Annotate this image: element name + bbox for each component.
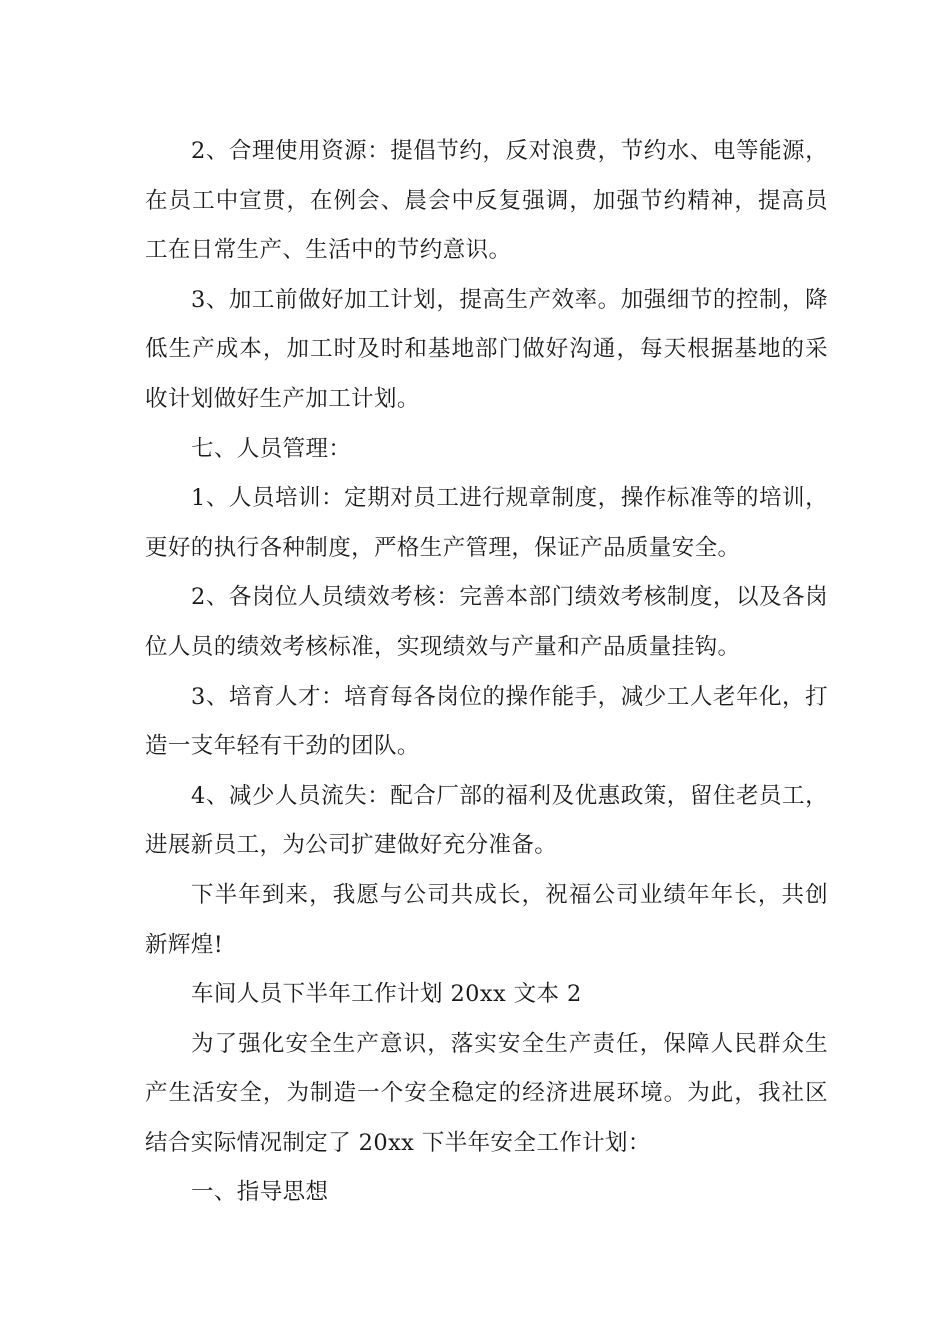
paragraph-reduce-turnover: 4、减少人员流失：配合厂部的福利及优惠政策，留住老员工，进展新员工，为公司扩建做好充分准备。	[145, 782, 828, 859]
section-heading-guiding-ideology: 一、指导思想	[191, 1179, 329, 1206]
paragraph-staff-training: 1、人员培训：定期对员工进行规章制度，操作标准等的培训，更好的执行各种制度，严格生产管理，保证产品质量安全。	[145, 485, 828, 561]
paragraph-resource-use: 2、合理使用资源：提倡节约，反对浪费，节约水、电等能源，在员工中宣贯，在例会、晨会中反复强调，加强节约精神，提高员工在日常生产、生活中的节约意识。	[145, 138, 828, 264]
paragraph-safety-intro: 为了强化安全生产意识，落实安全生产责任，保障人民群众生产生活安全，为制造一个安全稳定的经济进展环境。为此，我社区结合实际情况制定了 20xx 下半年安全工作计划：	[145, 1030, 828, 1156]
paragraph-talent-cultivation: 3、培育人才：培育每各岗位的操作能手，减少工人老年化，打造一支年轻有干劲的团队。	[145, 683, 828, 760]
document-body	[145, 127, 828, 1218]
document-section-title: 车间人员下半年工作计划 20xx 文本 2	[191, 981, 582, 1008]
paragraph-production-plan: 3、加工前做好加工计划，提高生产效率。加强细节的控制，降低生产成本，加工时及时和基地部门做好沟通，每天根据基地的采收计划做好生产加工计划。	[145, 286, 828, 412]
paragraph-performance-review: 2、各岗位人员绩效考核：完善本部门绩效考核制度，以及各岗位人员的绩效考核标准，实现绩效与产量和产品质量挂钩。	[145, 584, 828, 660]
section-heading-personnel: 七、人员管理：	[191, 435, 352, 462]
paragraph-closing-wish: 下半年到来，我愿与公司共成长，祝福公司业绩年年长，共创新辉煌!	[145, 881, 828, 958]
